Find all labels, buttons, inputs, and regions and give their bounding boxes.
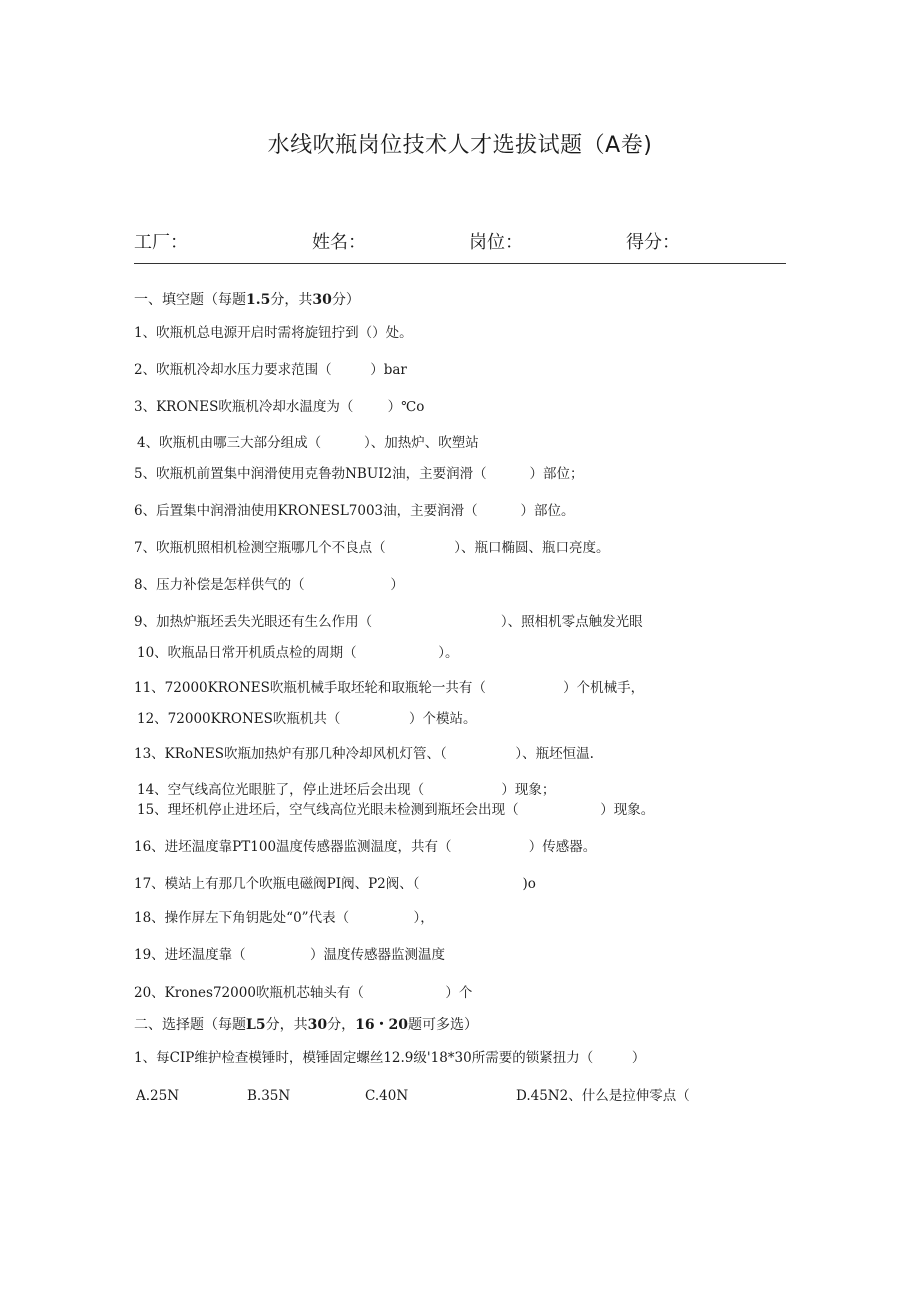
position-label: 岗位： [469,232,523,253]
section-2-middle: 分，共 [265,1017,308,1033]
question-12: 12、72000KRONES吹瓶机共（ ）个模站。 [137,711,477,727]
section-2-total: 30 [307,1017,328,1033]
section-1-total: 30 [312,292,332,308]
choice-option-d: D.45N2、什么是拉伸零点（ [516,1088,690,1104]
question-3: 3、KRONES吹瓶机冷却水温度为（ ）℃o [134,399,425,415]
exam-title: 水线吹瓶岗位技术人才选拔试题（A卷) [267,133,653,158]
section-1-heading [134,291,360,309]
question-10: 10、吹瓶品日常开机质点检的周期（ ）。 [137,645,459,661]
question-20: 20、Krones72000吹瓶机芯轴头有（ ）个 [134,985,473,1001]
choice-option-b: B.35N [247,1088,291,1104]
question-5: 5、吹瓶机前置集中润滑使用克鲁勃NBUI2油，主要润滑（ ）部位； [134,466,584,482]
factory-label: 工厂： [134,232,188,253]
section-1-middle: 分，共 [270,292,313,308]
question-6: 6、后置集中润滑油使用KRONESL7003油，主要润滑（ ）部位。 [134,503,575,519]
question-19: 19、进坯温度靠（ ）温度传感器监测温度 [134,947,446,963]
question-18: 18、操作屏左下角钥匙处“0”代表（ ）， [134,910,434,926]
question-2: 2、吹瓶机冷却水压力要求范围（ ）bar [134,362,407,378]
question-14: 14、空气线高位光眼脏了，停止进坯后会出现（ ）现象； [137,782,556,798]
question-9: 9、加热炉瓶坯丢失光眼还有生么作用（ ）、照相机零点触发光眼 [134,614,643,630]
question-1: 1、吹瓶机总电源开启时需将旋钮拧到（）处。 [134,325,413,341]
question-17: 17、模站上有那几个吹瓶电磁阀PI阀、P2阀、（ )o [134,876,536,892]
question-15: 15、理坯机停止进坯后，空气线高位光眼未检测到瓶坯会出现（ ）现象。 [137,802,655,818]
name-label: 姓名： [312,232,366,253]
question-11: 11、72000KRONES吹瓶机械手取坯轮和取瓶轮一共有（ ）个机械手， [134,680,645,696]
question-4: 4、吹瓶机由哪三大部分组成（ ）、加热炉、吹塑站 [137,435,479,451]
question-8: 8、压力补偿是怎样供气的（ ） [134,577,404,593]
choice-option-a: A.25N [136,1088,180,1104]
section-2-heading [134,1016,478,1034]
section-2-suffix: 题可多选） [408,1017,479,1033]
score-label: 得分： [626,232,680,253]
section-2-range: 16・20 [355,1017,409,1033]
header-divider [134,263,786,264]
section-2-prefix: 二、选择题（每题 [134,1017,246,1033]
section-1-points: 1.5 [246,292,271,308]
choice-option-c: C.40N [365,1088,409,1104]
choice-question-1: 1、每CIP维护检查模锤时，模锤固定螺丝12.9级'18*30所需要的锁紧扭力（ ） [134,1050,646,1066]
section-2-points: L5 [246,1017,266,1033]
section-1-suffix: 分） [331,292,360,308]
section-2-middle2: 分， [327,1017,356,1033]
question-7: 7、吹瓶机照相机检测空瓶哪几个不良点（ ）、瓶口椭圆、瓶口亮度。 [134,540,610,556]
question-13: 13、KRoNES吹瓶加热炉有那几种冷却风机灯管、（ ）、瓶坯恒温. [134,746,594,762]
section-1-prefix: 一、填空题（每题 [134,292,246,308]
header-fields [0,228,920,252]
question-16: 16、进坯温度靠PT100温度传感器监测温度，共有（ ）传感器。 [134,839,597,855]
